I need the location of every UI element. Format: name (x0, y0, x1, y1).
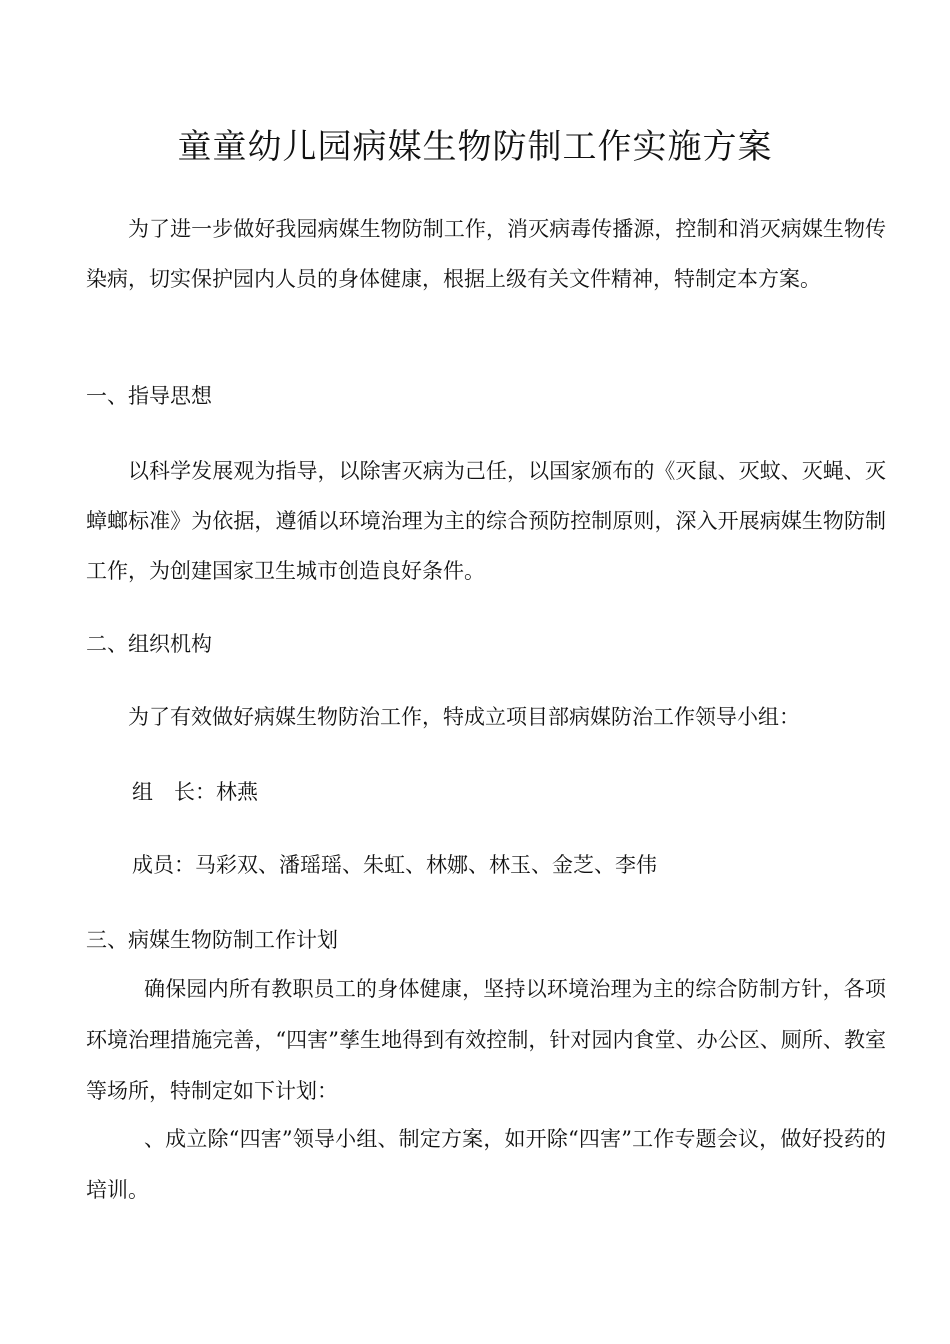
intro-paragraph: 为了进一步做好我园病媒生物防制工作，消灭病毒传播源，控制和消灭病媒生物传染病，切实保护园内人员的身体健康，根据上级有关文件精神，特制定本方案。 (86, 217, 886, 291)
section2-body: 为了有效做好病媒生物防治工作，特成立项目部病媒防治工作领导小组： (128, 705, 800, 729)
section2-leader: 组 长：林燕 (132, 780, 258, 804)
section3-heading: 三、病媒生物防制工作计划 (86, 928, 338, 952)
section3-body: 确保园内所有教职员工的身体健康，坚持以环境治理为主的综合防制方针，各项环境治理措施完善，“四害”孳生地得到有效控制，针对园内食堂、办公区、厕所、教室等场所，特制定如下计划： (86, 977, 886, 1103)
section1-heading: 一、指导思想 (86, 384, 212, 408)
document-title: 童童幼儿园病媒生物防制工作实施方案 (177, 127, 773, 167)
section2-members: 成员：马彩双、潘瑶瑶、朱虹、林娜、林玉、金芝、李伟 (132, 853, 657, 877)
section1-body: 以科学发展观为指导，以除害灭病为己任，以国家颁布的《灭鼠、灭蚊、灭蝇、灭蟑螂标准》为依据，遵循以环境治理为主的综合预防控制原则，深入开展病媒生物防制工作，为创建国家卫生城市创造良好条件。 (86, 459, 886, 583)
section2-heading: 二、组织机构 (86, 632, 212, 656)
section3-item1: 、成立除“四害”领导小组、制定方案，如开除“四害”工作专题会议，做好投药的培训。 (86, 1127, 886, 1202)
